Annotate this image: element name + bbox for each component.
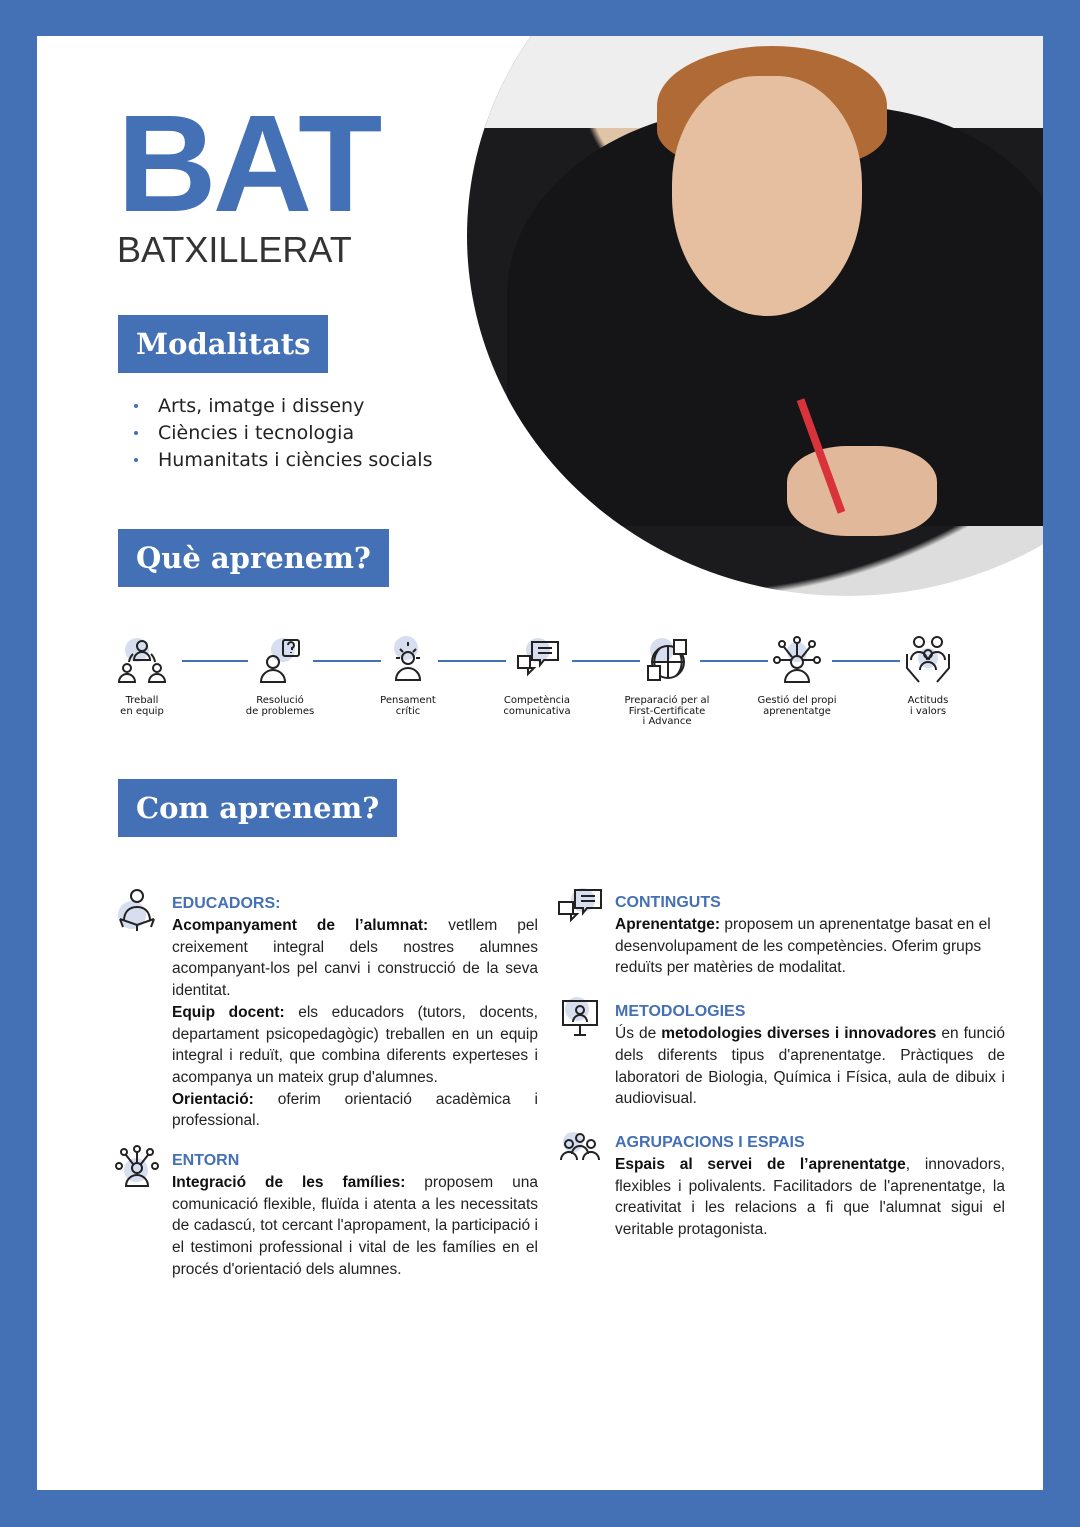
heading-modalitats: Modalitats	[118, 315, 328, 373]
list-item: Humanitats i ciències socials	[134, 447, 432, 474]
heading-que-aprenem: Què aprenem?	[118, 529, 389, 587]
network-person-icon	[114, 1144, 160, 1190]
section-title: CONTINGUTS	[615, 894, 721, 911]
section-title: AGRUPACIONS I ESPAIS	[615, 1133, 805, 1151]
section-text: Aprenentatge: proposem un aprenentatge basat en el desenvolupament de les competències. Oferim grups reduïts per matèries de modalitat.	[615, 916, 991, 977]
section-entorn	[172, 1150, 538, 1281]
chat-icon	[557, 886, 603, 932]
skill-label: Treball en equip	[120, 695, 164, 717]
heading-com-aprenem: Com aprenem?	[118, 779, 397, 837]
skill-pensament-critic	[353, 634, 463, 717]
student-photo	[467, 36, 1043, 596]
section-title: ENTORN	[172, 1152, 240, 1170]
section-title: EDUCADORS:	[172, 895, 281, 912]
idea-person-icon	[381, 634, 435, 688]
section-continguts	[615, 892, 1005, 979]
skill-label: Gestió del propi aprenentatge	[757, 695, 837, 717]
question-person-icon	[253, 634, 307, 688]
skill-first-certificate	[612, 634, 722, 728]
list-item: Ciències i tecnologia	[134, 420, 432, 447]
com-aprenem-left-column	[172, 893, 538, 1281]
reading-person-icon	[114, 887, 160, 933]
skill-competencia-comunicativa	[482, 634, 592, 717]
subtitle: BATXILLERAT	[117, 229, 352, 270]
globe-docs-icon	[640, 634, 694, 688]
section-text: Ús de metodologies diverses i innovadores en funció dels diferents tipus d'aprenentatge. Pràctiques de laboratori de Biologia, Química i Física, aula de dibuix i audiovisual.	[615, 1025, 1005, 1108]
hands-family-icon	[901, 634, 955, 688]
section-metodologies	[615, 1001, 1005, 1110]
chat-icon	[510, 634, 564, 688]
skill-label: Actituds i valors	[907, 695, 949, 717]
skill-label: Competència comunicativa	[503, 695, 571, 717]
logo-bat: BAT	[117, 87, 379, 241]
com-aprenem-right-column	[615, 892, 1005, 1241]
network-person-icon	[770, 634, 824, 688]
skill-label: Resolució de problemes	[245, 695, 315, 717]
skill-resolucio-problemes	[225, 634, 335, 717]
section-text: Integració de les famílies: proposem una comunicació flexible, fluïda i atenta a les necessitats de cadascú, tot cercant l'apropament, la participació i el testimoni professional i vital de les famílies en el procés d'orientació dels alumnes.	[172, 1174, 538, 1278]
group-icon	[557, 1126, 603, 1172]
section-educadors	[172, 893, 538, 1132]
section-text: Acompanyament de l’alumnat: vetllem pel creixement integral dels nostres alumnes acompanyant-los pel canvi i construcció de la seva identitat. Equip docent: els educadors (tutors, docents, departament psicopedagògic) treballen en un equip integral i reduït, que combina diferents experteses i acompanya un mateix grup d'alumnes. Orientació: oferim orientació acadèmica i professional.	[172, 917, 538, 1130]
section-title: METODOLOGIES	[615, 1003, 746, 1021]
list-item: Arts, imatge i disseny	[134, 393, 432, 420]
skill-label: Preparació per al First-Certificate i Advance	[624, 695, 710, 727]
skills-timeline	[107, 634, 967, 744]
brochure-page	[37, 36, 1043, 1490]
skill-actituds-valors	[873, 634, 983, 717]
team-icon	[115, 634, 169, 688]
skill-treball-equip	[87, 634, 197, 717]
section-agrupacions	[615, 1132, 1005, 1241]
presentation-board-icon	[557, 995, 603, 1041]
section-text: Espais al servei de l’aprenentatge, innovadors, flexibles i polivalents. Facilitadors de l'aprenentatge, la creativitat i les relacions a fi que l'alumnat sigui el veritable protagonista.	[615, 1155, 1005, 1239]
skill-label: Pensament crític	[380, 695, 436, 717]
skill-gestio-aprenentatge	[742, 634, 852, 717]
modalitats-list	[134, 393, 432, 474]
